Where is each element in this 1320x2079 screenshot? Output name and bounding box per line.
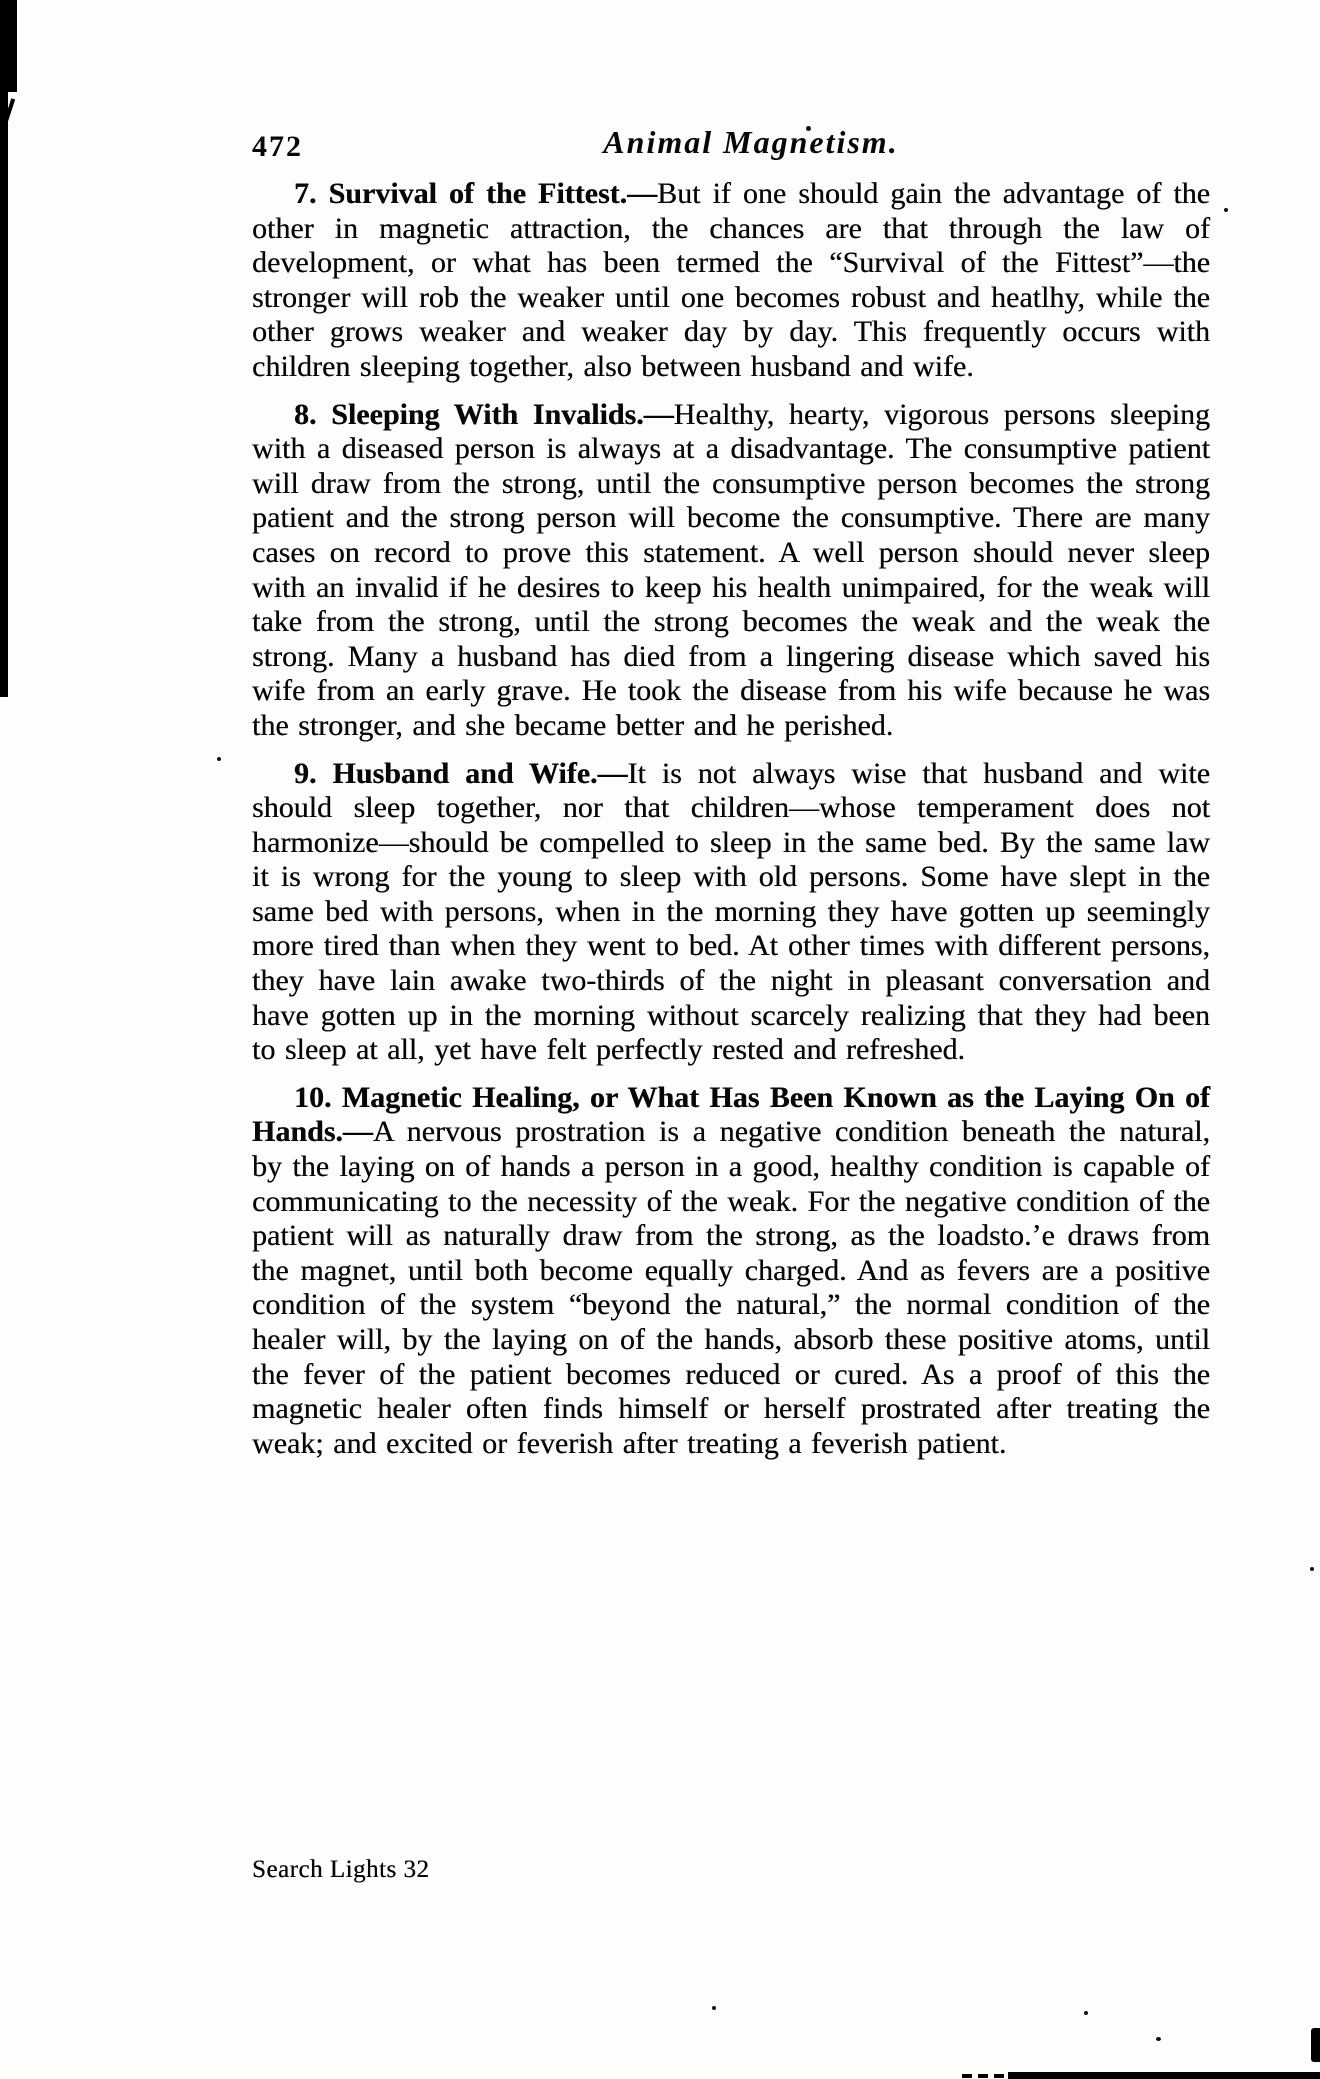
scan-blob-right-edge [1311,2028,1320,2062]
scan-binding-bar-left [0,0,8,697]
page-header [252,124,1210,172]
scan-speck [1156,2037,1161,2041]
paragraph-9-text: It is not always wise that husband and wite should sleep together, nor that children—whose temperament does not harmonize—should be compelled to sleep in the same bed. By the same law it is wrong for the young to sleep with old persons. Some have slept in the same bed with persons, when in the morning they have gotten up seemingly more tired than when they went to bed. At other times with different persons, they have lain awake two-thirds of the night in pleasant conversation and have gotten up in the morning without scarcely realizing that they had been to sleep at all, yet have felt perfectly rested and refreshed. [252,756,1210,1067]
paragraph-7-heading: 7. Survival of the Fittest.— [294,177,658,210]
scan-speck [1084,2011,1088,2015]
scan-speck [712,2006,716,2010]
scan-dashes-bottom [962,2074,1006,2078]
paragraph-7 [252,177,1210,385]
paragraph-9 [252,757,1210,1068]
scan-speck [217,757,221,761]
paragraph-8 [252,398,1210,744]
footer-signature: Search Lights 32 [252,1856,430,1883]
scan-speck [1310,1567,1314,1571]
paragraph-8-heading: 8. Sleeping With Invalids.— [294,397,674,431]
paragraph-10-text: A nervous prostration is a negative condition beneath the natural, by the laying on of hands a person in a good, healthy condition is capable of communicating to the necessity of the weak. For the negative condition of the patient will as naturally draw from the strong, as the loadsto.ʼe draws from the magnet, until both become equally charged. And as fevers are a positive condition of the system “beyond the natural,” the normal condition of the healer will, by the laying on of the hands, absorb these positive atoms, until the fever of the patient becomes reduced or cured. As a proof of this the magnetic healer often finds himself or herself prostrated after treating the weak; and excited or feverish after treating a feverish patient. [252,1115,1210,1460]
paragraph-8-text: Healthy, hearty, vigorous persons sleeping with a diseased person is always at a disadvantage. The consumptive patient will draw from the strong, until the consumptive person becomes the strong patient and the strong person will become the consumptive. There are many cases on record to prove this statement. A well person should never sleep with an invalid if he desires to keep his health unimpaired, for the weak will take from the strong, until the strong becomes the weak and the weak the strong. Many a husband has died from a lingering disease which saved his wife from an early grave. He took the disease from his wife because he was the stronger, and she became better and he perished. [252,397,1210,742]
page-number: 472 [252,130,303,163]
paragraph-10 [252,1081,1210,1462]
scan-speck [1224,208,1228,212]
scan-binding-wedge-top-left [0,0,17,92]
paragraph-7-text: But if one should gain the advantage of the other in magnetic attraction, the chances are that through the law of development, or what has been termed the “Survival of the Fittest”—the stronger will rob the weaker until one becomes robust and heatlhy, while the other grows weaker and weaker day by day. This frequently occurs with children sleeping together, also between husband and wife. [252,177,1210,383]
paragraph-9-heading: 9. Husband and Wife.— [294,756,628,790]
running-title: Animal Magnetism. [603,124,899,160]
page-body [252,177,1210,1474]
scan-bar-bottom-right [1008,2072,1320,2079]
paragraph-10-heading: 10. Magnetic Healing, or What Has Been Known as the Laying On of Hands.— [252,1080,1210,1149]
